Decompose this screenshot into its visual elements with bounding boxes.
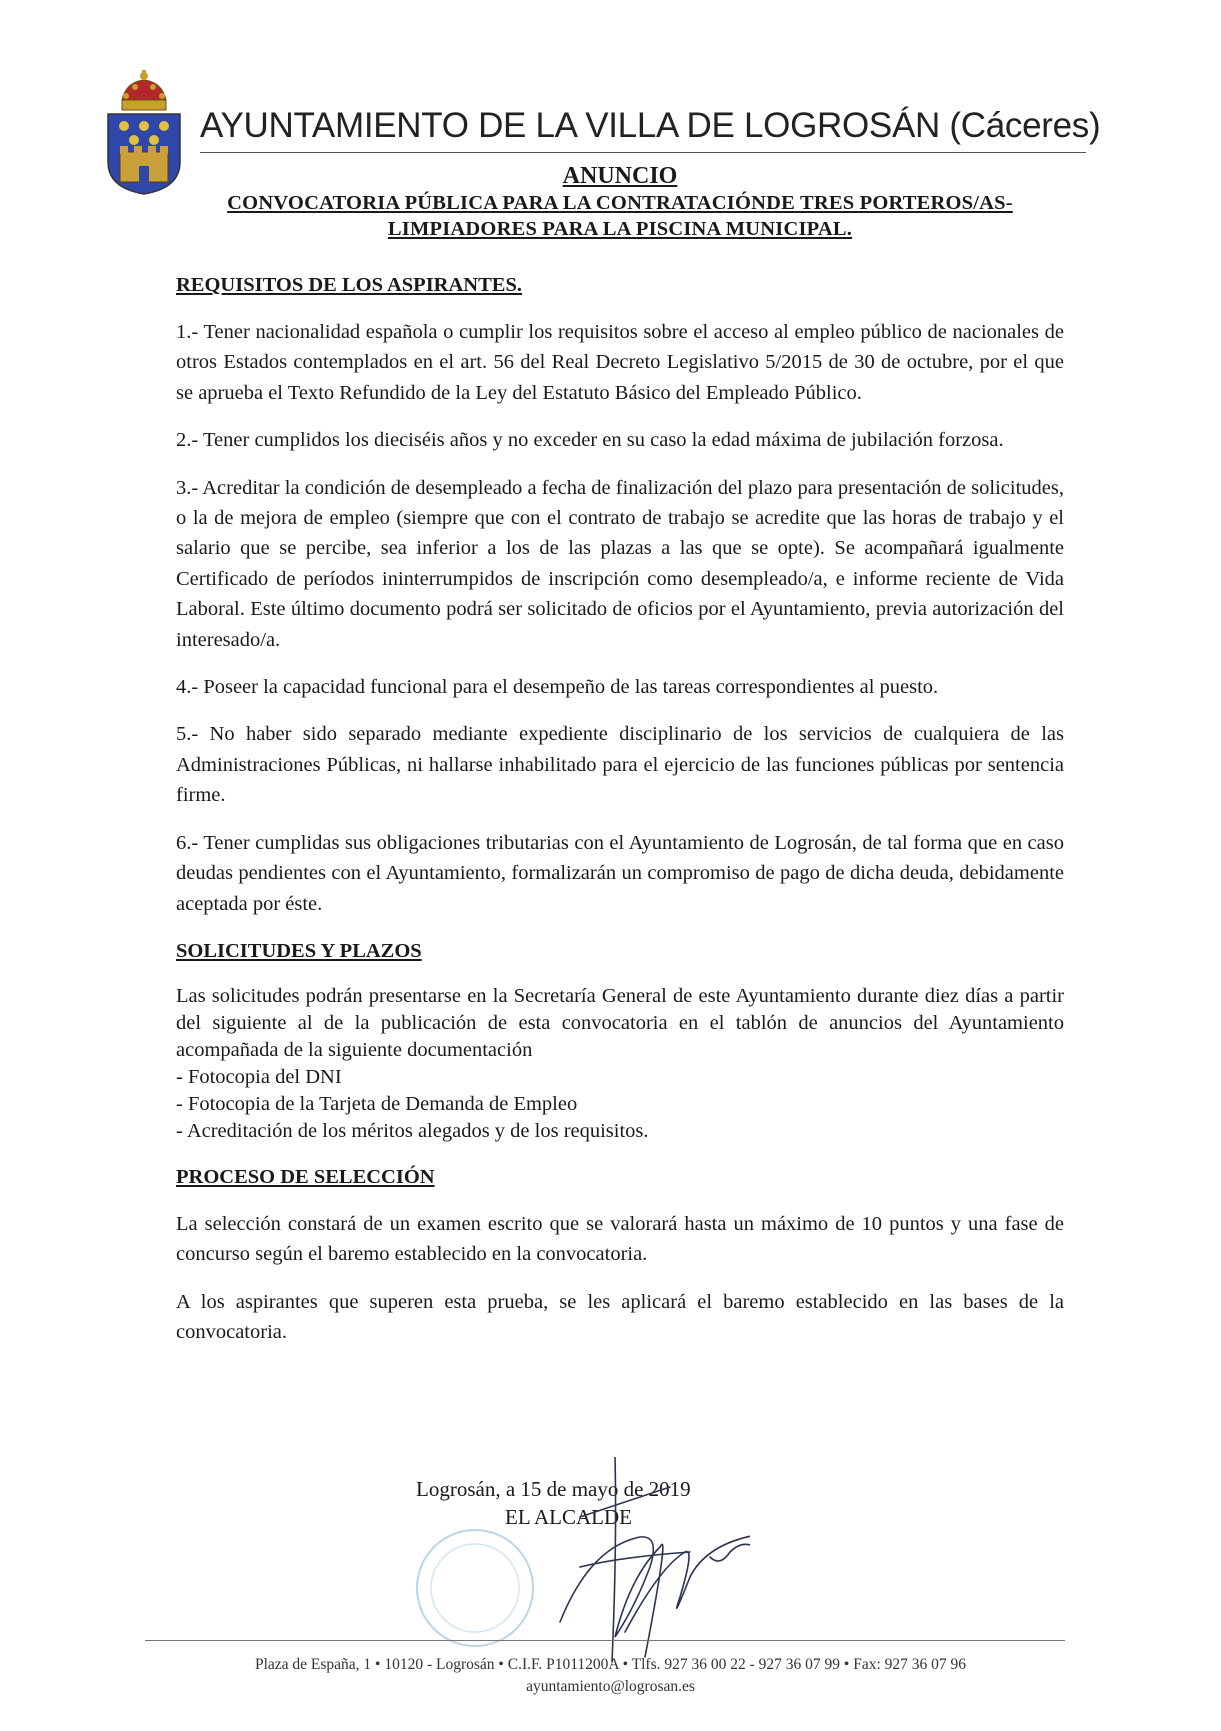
proceso-paragraph: La selección constará de un examen escrito que se valorará hasta un máximo de 10 puntos y una fase de concurso según el baremo establecido en la convocatoria. bbox=[176, 1212, 1064, 1266]
requisito-item: 1.- Tener nacionalidad española o cumplir los requisitos sobre el acceso al empleo público de nacionales de otros Estados contemplados en el art. 56 del Real Decreto Legislativo 5/2015 de 30 de octubre, por el que se aprueba el Texto Refundido de la Ley del Estatuto Básico del Empleado Público. bbox=[176, 321, 1064, 404]
proceso-paragraph: A los aspirantes que superen esta prueba, se les aplicará el baremo establecido en las bases de la convocatoria. bbox=[176, 1290, 1064, 1344]
document-heading: ANUNCIO bbox=[562, 163, 678, 189]
handwritten-signature-icon bbox=[520, 1457, 750, 1662]
document-body bbox=[176, 270, 1064, 1365]
section-title-requisitos: REQUISITOS DE LOS ASPIRANTES. bbox=[176, 274, 522, 296]
document-subtitle-line2: LIMPIADORES PARA LA PISCINA MUNICIPAL. bbox=[387, 218, 853, 240]
requisito-item: 3.- Acreditar la condición de desempleado a fecha de finalización del plazo para presentación de solicitudes, o la de mejora de empleo (siempre que con el contrato de trabajo se acredite que las horas de trabajo y el salario que se percibe, sea inferior a los de las plazas a las que se opte). Se acompañará igualmente Certificado de períodos ininterrumpidos de inscripción como desempleado/a, e informe reciente de Vida Laboral. Este último documento podrá ser solicitado de oficios por el Ayuntamiento, previa autorización del interesado/a. bbox=[176, 476, 1064, 651]
signature-place-date: Logrosán, a 15 de mayo de 2019 bbox=[416, 1477, 691, 1501]
requisito-item: 5.- No haber sido separado mediante expediente disciplinario de los servicios de cualquiera de las Administraciones Públicas, ni hallarse inhabilitado para el ejercicio de las funciones públicas por sentencia firme. bbox=[176, 723, 1064, 807]
section-title-solicitudes: SOLICITUDES Y PLAZOS bbox=[176, 939, 422, 962]
signature-role: EL ALCALDE bbox=[505, 1505, 632, 1529]
requisito-item: 4.- Poseer la capacidad funcional para el desempeño de las tareas correspondientes al puesto. bbox=[176, 676, 939, 699]
list-item: - Fotocopia del DNI bbox=[176, 1065, 342, 1088]
solicitudes-intro: Las solicitudes podrán presentarse en la Secretaría General de este Ayuntamiento durante diez días a partir del siguiente al de la publicación de esta convocatoria en el tablón de anuncios del Ayuntamiento acompañada de la siguiente documentación bbox=[176, 984, 1064, 1061]
footer bbox=[100, 1654, 1121, 1698]
footer-email: ayuntamiento@logrosan.es bbox=[526, 1678, 695, 1695]
organization-title: AYUNTAMIENTO DE LA VILLA DE LOGROSÁN (Cáceres) bbox=[200, 106, 1101, 145]
requisito-item: 2.- Tener cumplidos los dieciséis años y no exceder en su caso la edad máxima de jubilación forzosa. bbox=[176, 429, 1004, 452]
document-subtitle-line1: CONVOCATORIA PÚBLICA PARA LA CONTRATACIÓNDE TRES PORTEROS/AS- bbox=[227, 192, 1013, 214]
footer-divider bbox=[145, 1640, 1065, 1641]
footer-address: Plaza de España, 1 • 10120 - Logrosán • C.I.F. P1011200A • Tlfs. 927 36 00 22 - 927 36 07 99 • Fax: 927 36 07 96 bbox=[254, 1656, 967, 1673]
documentation-list bbox=[176, 1064, 1064, 1145]
signature-block bbox=[400, 1465, 820, 1660]
header-divider bbox=[200, 152, 1086, 153]
section-title-proceso: PROCESO DE SELECCIÓN bbox=[176, 1165, 435, 1188]
document-titles bbox=[170, 162, 1070, 242]
list-item: - Fotocopia de la Tarjeta de Demanda de Empleo bbox=[176, 1092, 578, 1115]
list-item: - Acreditación de los méritos alegados y de los requisitos. bbox=[176, 1119, 649, 1142]
requisito-item: 6.- Tener cumplidas sus obligaciones tributarias con el Ayuntamiento de Logrosán, de tal forma que en caso deudas pendientes con el Ayuntamiento, formalizarán un compromiso de pago de dicha deuda, debidamente aceptada por éste. bbox=[176, 831, 1064, 915]
